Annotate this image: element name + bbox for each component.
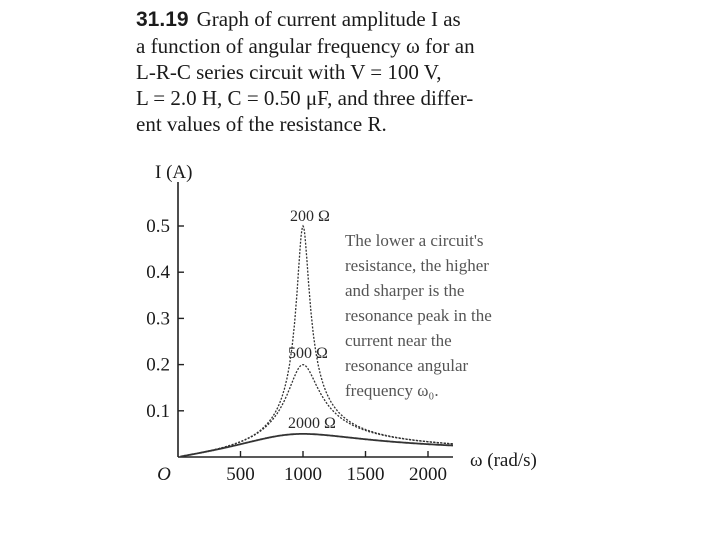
caption-line-4: L = 2.0 H, C = 0.50 μF, and three differ- (136, 86, 474, 110)
series-label: 500 Ω (288, 345, 328, 362)
x-axis-label: ω (rad/s) (470, 450, 537, 471)
caption-line-2: a function of angular frequency ω for an (136, 34, 475, 58)
caption-line-3: L-R-C series circuit with V = 100 V, (136, 60, 442, 84)
y-tick-label: 0.3 (146, 308, 170, 330)
y-tick-label: 0.2 (146, 354, 170, 376)
annotation-line: resonance angular (345, 356, 469, 375)
annotation-line: resonance peak in the (345, 306, 492, 325)
x-tick-label: 500 (226, 464, 255, 485)
y-tick-label: 0.4 (146, 262, 170, 284)
caption-line-5: ent values of the resistance R. (136, 112, 387, 136)
caption-line-1: 31.19 Graph of current amplitude I as (136, 7, 461, 31)
x-tick-label: 2000 (409, 464, 447, 485)
y-tick-label: 0.1 (146, 400, 170, 422)
annotation-line: current near the (345, 331, 452, 350)
annotation-line: resistance, the higher (345, 256, 489, 275)
curve-2000-ohm (181, 434, 454, 457)
annotation-line: frequency ω₀. (345, 381, 439, 400)
x-tick-label: 1000 (284, 464, 322, 485)
annotation-line: and sharper is the (345, 281, 465, 300)
y-tick-label: 0.5 (146, 216, 170, 237)
annotation-line: The lower a circuit's (345, 231, 484, 250)
origin-label: O (157, 464, 171, 485)
figure-number: 31.19 (136, 8, 189, 31)
annotation-note (345, 228, 545, 403)
y-axis-label: I (A) (155, 162, 193, 183)
series-label: 2000 Ω (288, 415, 336, 432)
series-label: 200 Ω (290, 208, 330, 225)
x-tick-label: 1500 (346, 464, 385, 485)
